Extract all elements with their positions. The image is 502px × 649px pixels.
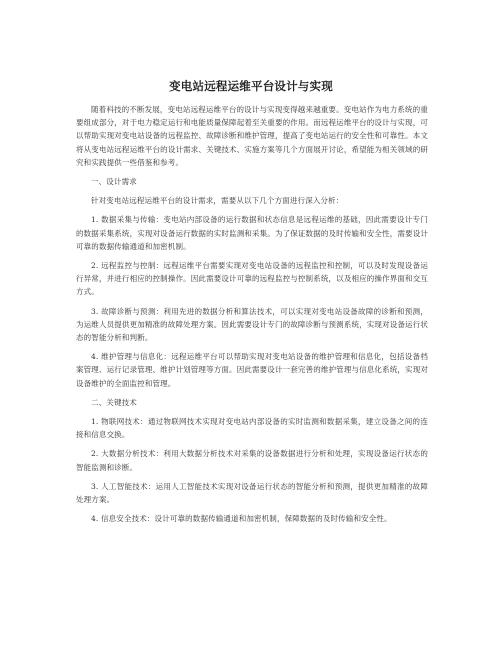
technology-item-4: 4. 信息安全技术：设计可靠的数据传输通道和加密机制，保障数据的及时传输和安全性。	[91, 514, 392, 524]
requirement-item-4: 4. 维护管理与信息化：远程运维平台可以帮助实现对变电站设备的维护管理和信息化，包括设备档案管理、运行记录管理、维护计划管理等方面。因此需要设计一套完善的维护管理与信息化系统，实现对设备维护的全面监控和管理。	[76, 352, 428, 388]
document-title: 变电站远程运维平台设计与实现	[169, 79, 333, 93]
document-body	[76, 103, 428, 525]
requirement-item-3: 3. 故障诊断与预测：利用先进的数据分析和算法技术，可以实现对变电站设备故障的诊断和预测，为运维人员提供更加精准的故障处理方案。因此需要设计专门的故障诊断与预测系统，实现对设备运行状态的智能分析和判断。	[76, 306, 428, 343]
technology-item-3: 3. 人工智能技术：运用人工智能技术实现对设备运行状态的智能分析和预测，提供更加精准的故障处理方案。	[76, 481, 428, 505]
technology-item-1: 1. 物联网技术：通过物联网技术实现对变电站内部设备的实时监测和数据采集，建立设备之间的连接和信息交换。	[76, 417, 428, 440]
section-heading-key-technologies: 二、关键技术	[91, 397, 137, 407]
section-heading-design-requirements: 一、设计需求	[91, 177, 137, 187]
intro-paragraph: 随着科技的不断发展，变电站远程运维平台的设计与实现变得越来越重要。变电站作为电力系统的重要组成部分，对于电力稳定运行和电能质量保障起着至关重要的作用。而远程运维平台的设计与实现，可以帮助实现对变电站设备的远程监控、故障诊断和维护管理，提高了变电站运行的安全性和可靠性。本文将从变电站远程运维平台的设计需求、关键技术、实施方案等几个方面展开讨论，希望能为相关领域的研究和实践提供一些借鉴和参考。	[76, 105, 428, 167]
section1-lead-paragraph: 针对变电站远程运维平台的设计需求，需要从以下几个方面进行深入分析：	[91, 196, 344, 206]
requirement-item-1: 1. 数据采集与传输：变电站内部设备的运行数据和状态信息是远程运维的基础，因此需要设计专门的数据采集系统，实现对设备运行数据的实时监测和采集。为了保证数据的及时传输和安全性，需要设计可靠的数据传输通道和加密机制。	[76, 215, 428, 251]
requirement-item-2: 2. 远程监控与控制：远程运维平台需要实现对变电站设备的远程监控和控制，可以及时发现设备运行异常，并进行相应的控制操作。因此需要设计可靠的远程监控与控制系统，以及相应的操作界面和交互方式。	[76, 261, 428, 297]
technology-item-2: 2. 大数据分析技术：利用大数据分析技术对采集的设备数据进行分析和处理，实现设备运行状态的智能监测和诊断。	[76, 449, 428, 472]
